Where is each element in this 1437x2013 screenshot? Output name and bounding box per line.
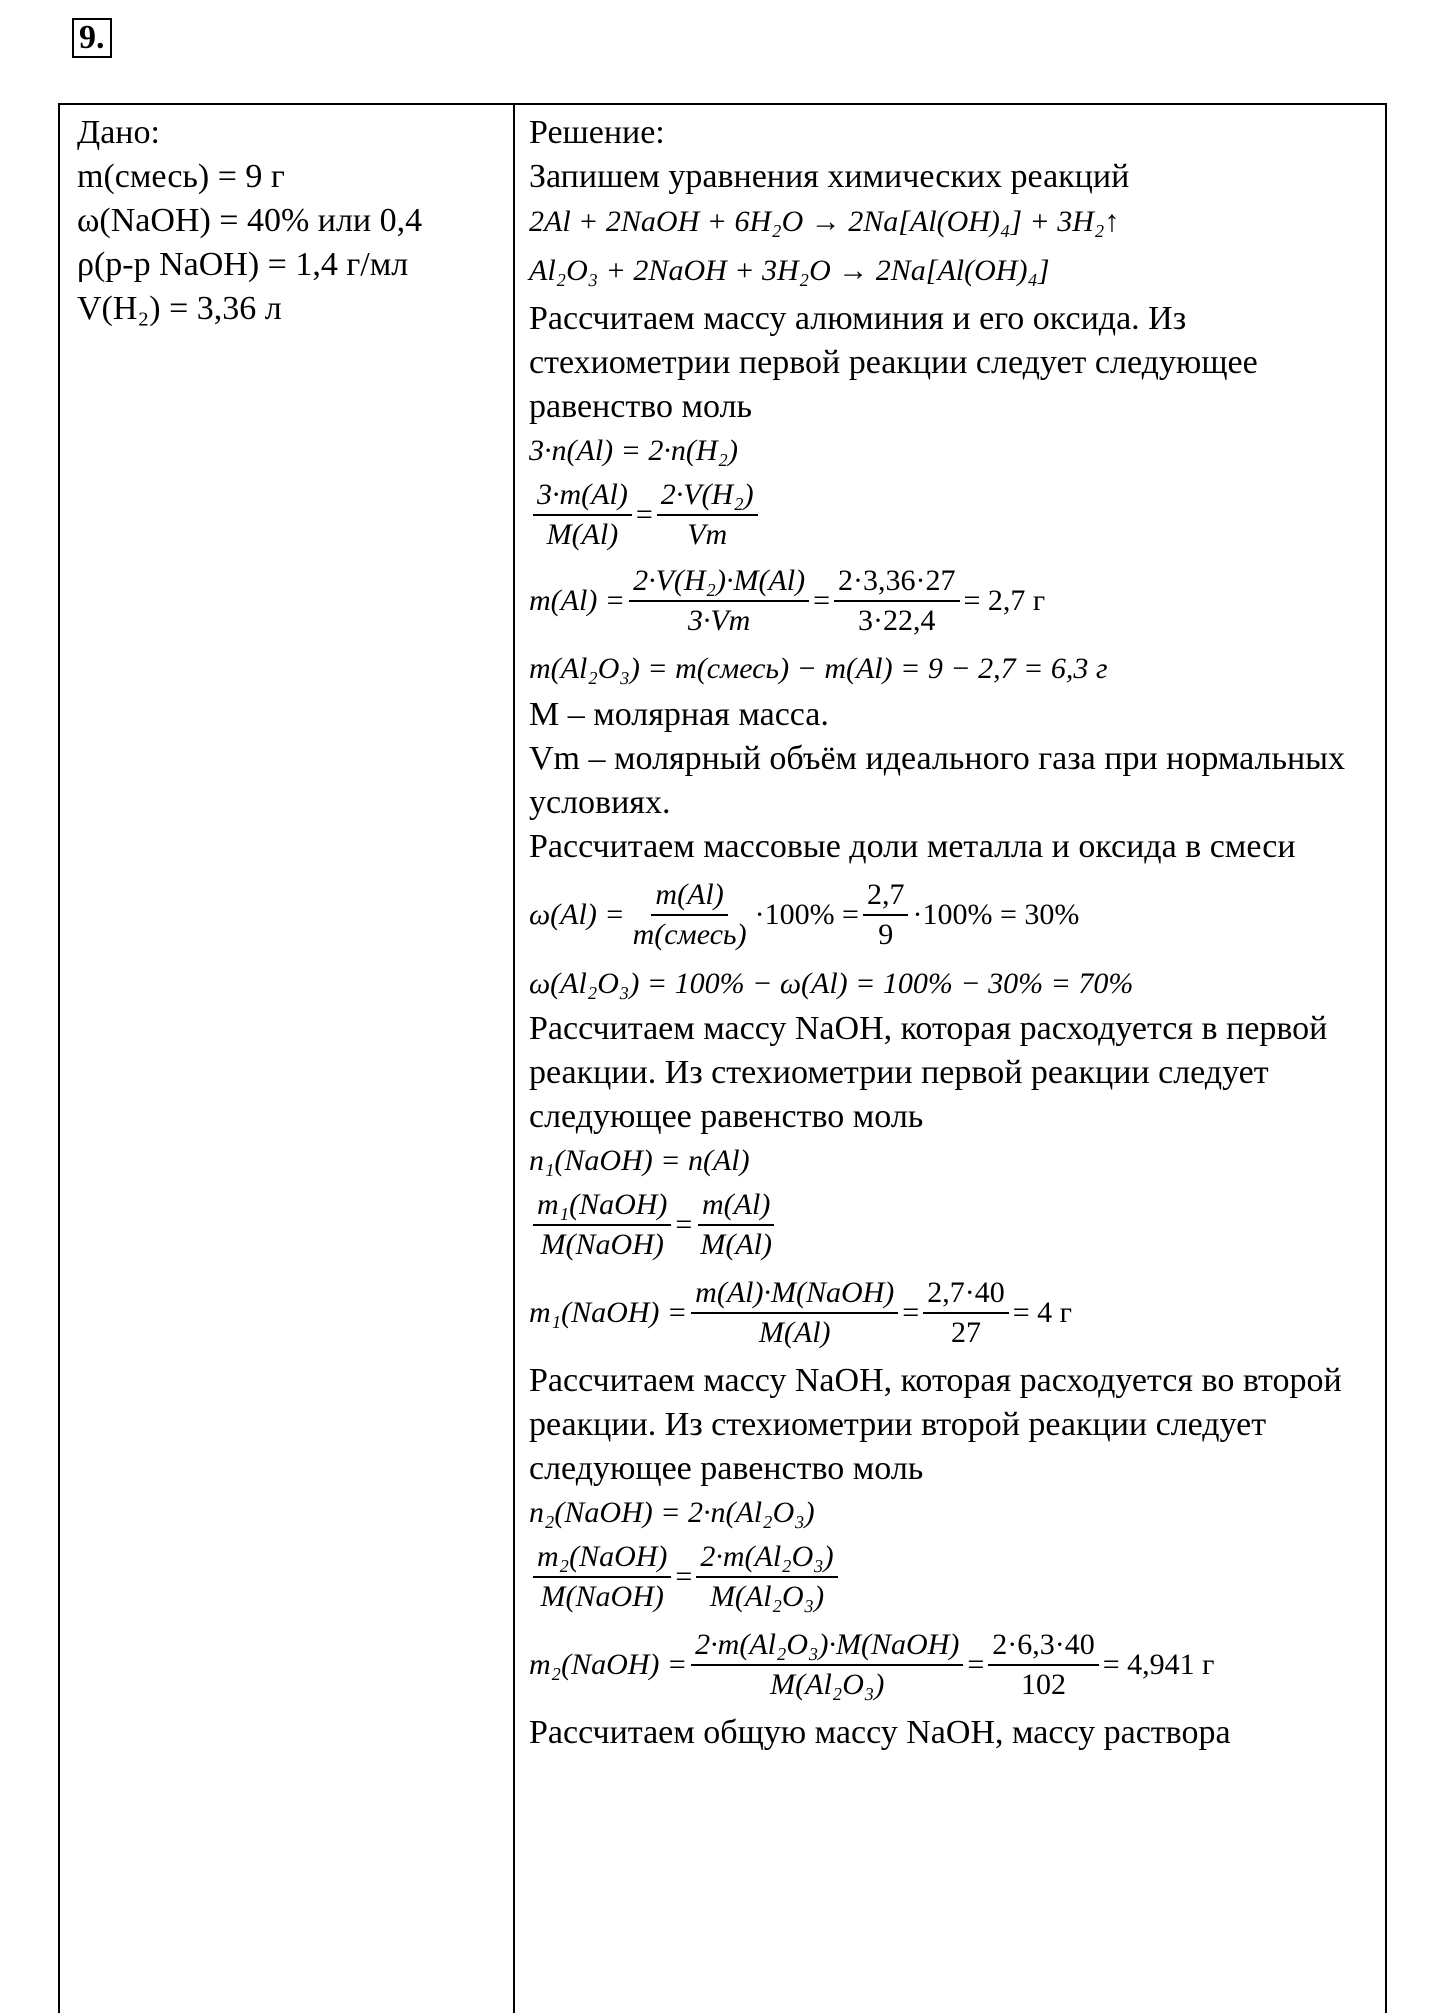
given-naoh-fraction: ω(NaOH) = 40% или 0,4: [77, 202, 423, 239]
denominator: m(смесь): [632, 918, 747, 951]
formula-fraction-al2o3: ω(Al₂O₃) = 100% − ω(Al) = 100% − 30% = 70%: [529, 967, 1134, 1000]
solution-title: Решение:: [529, 114, 665, 151]
denominator: 102: [1020, 1668, 1066, 1701]
paragraph-2: Рассчитаем массовые доли металла и оксида в смеси: [529, 828, 1296, 865]
fraction: [629, 878, 751, 952]
fraction: [863, 878, 909, 952]
denominator: 3·Vm: [687, 604, 751, 637]
paragraph-4: Рассчитаем массу NaOH, которая расходуется во второй реакции. Из стехиометрии второй реакции следует следующее равенство моль: [529, 1362, 1342, 1487]
numerator: 2·3,36·27: [834, 564, 959, 602]
result: = 4 г: [1012, 1296, 1072, 1329]
denominator: M(Al₂O₃): [709, 1580, 825, 1613]
fraction: [629, 564, 809, 638]
given-mass-mixture: m(смесь) = 9 г: [77, 158, 285, 195]
paragraph-5: Рассчитаем общую массу NaOH, массу раствора: [529, 1714, 1231, 1751]
formula-mass-al2o3: m(Al₂O₃) = m(смесь) − m(Al) = 9 − 2,7 = 6,3 г: [529, 652, 1108, 685]
equals-sign: =: [902, 1296, 920, 1329]
denominator: M(NaOH): [540, 1580, 664, 1613]
equals-sign: =: [675, 1208, 693, 1241]
formula-mass-ratio-naoh-1: [529, 1183, 1374, 1267]
denominator: M(Al): [546, 518, 619, 551]
fraction: [696, 1188, 776, 1262]
numerator: 2,7: [863, 878, 909, 916]
formula-mass-ratio-al: [529, 473, 1374, 557]
fraction: [691, 1628, 963, 1702]
result: = 2,7 г: [963, 584, 1046, 617]
numerator: 2·6,3·40: [988, 1628, 1098, 1666]
denominator: 27: [950, 1316, 981, 1349]
equals-sign: =: [813, 584, 831, 617]
denominator: 9: [878, 918, 894, 951]
formula-mass-naoh-2: [529, 1619, 1374, 1711]
denominator: Vm: [687, 518, 728, 551]
denominator: M(Al): [758, 1316, 831, 1349]
denominator: M(Al₂O₃): [770, 1668, 885, 1701]
fraction: [533, 478, 632, 552]
denominator: M(NaOH): [540, 1228, 664, 1261]
equation-1: 2Al + 2NaOH + 6H₂O → 2Na[Al(OH)₄] + 3H₂↑: [529, 205, 1120, 238]
fraction: [696, 1540, 837, 1614]
numerator: 2·V(H₂)·M(Al): [629, 564, 809, 602]
numerator: 3·m(Al): [533, 478, 632, 516]
formula-mole-naoh-1: n₁(NaOH) = n(Al): [529, 1144, 750, 1177]
column-divider: [513, 105, 515, 2013]
numerator: m₂(NaOH): [533, 1540, 671, 1578]
numerator: 2,7·40: [923, 1276, 1009, 1314]
solution-table: [58, 103, 1387, 2013]
solution-column: [529, 111, 1374, 1755]
given-column: [77, 111, 422, 331]
given-title: Дано:: [77, 114, 160, 151]
fraction: [533, 1540, 671, 1614]
numerator: m(Al): [698, 1188, 774, 1226]
definition-molar-mass: M – молярная масса.: [529, 696, 829, 733]
definition-molar-volume: Vm – молярный объём идеального газа при нормальных условиях.: [529, 740, 1346, 821]
formula-mole-ratio-al: 3·n(Al) = 2·n(H₂): [529, 434, 738, 467]
fraction: [834, 564, 959, 638]
lhs: m(Al) =: [529, 584, 626, 617]
fraction: [657, 478, 758, 552]
solution-intro: Запишем уравнения химических реакций: [529, 158, 1130, 195]
numerator: 2·m(Al₂O₃)·M(NaOH): [691, 1628, 963, 1666]
numerator: m(Al): [651, 878, 727, 916]
fraction: [691, 1276, 898, 1350]
numerator: 2·V(H₂): [657, 478, 758, 516]
formula-mass-ratio-naoh-2: [529, 1535, 1374, 1619]
numerator: m₁(NaOH): [533, 1188, 671, 1226]
denominator: M(Al): [700, 1228, 772, 1261]
numerator: 2·m(Al₂O₃): [696, 1540, 837, 1578]
multiplier: ·100% =: [754, 898, 859, 931]
formula-mass-al: [529, 557, 1374, 645]
given-h2-volume: V(H₂) = 3,36 л: [77, 290, 282, 327]
result: ·100% = 30%: [912, 898, 1080, 931]
paragraph-1: Рассчитаем массу алюминия и его оксида. Из стехиометрии первой реакции следует следующее равенство моль: [529, 300, 1258, 425]
lhs: m₂(NaOH) =: [529, 1648, 688, 1681]
fraction: [923, 1276, 1009, 1350]
formula-mass-naoh-1: [529, 1267, 1374, 1359]
equation-2: Al₂O₃ + 2NaOH + 3H₂O → 2Na[Al(OH)₄]: [529, 254, 1050, 287]
equals-sign: =: [635, 498, 653, 531]
equals-sign: =: [967, 1648, 985, 1681]
given-solution-density: ρ(р-р NaOH) = 1,4 г/мл: [77, 246, 409, 283]
formula-fraction-al: [529, 869, 1374, 961]
paragraph-3: Рассчитаем массу NaOH, которая расходуется в первой реакции. Из стехиометрии первой реакции следует следующее равенство моль: [529, 1010, 1328, 1135]
formula-mole-naoh-2: n₂(NaOH) = 2·n(Al₂O₃): [529, 1496, 815, 1529]
numerator: m(Al)·M(NaOH): [691, 1276, 898, 1314]
problem-number: 9.: [72, 18, 112, 58]
equals-sign: =: [675, 1560, 693, 1593]
result: = 4,941 г: [1102, 1648, 1215, 1681]
fraction: [533, 1188, 671, 1262]
denominator: 3·22,4: [858, 604, 936, 637]
lhs: ω(Al) =: [529, 898, 625, 931]
fraction: [988, 1628, 1098, 1702]
lhs: m₁(NaOH) =: [529, 1296, 688, 1329]
